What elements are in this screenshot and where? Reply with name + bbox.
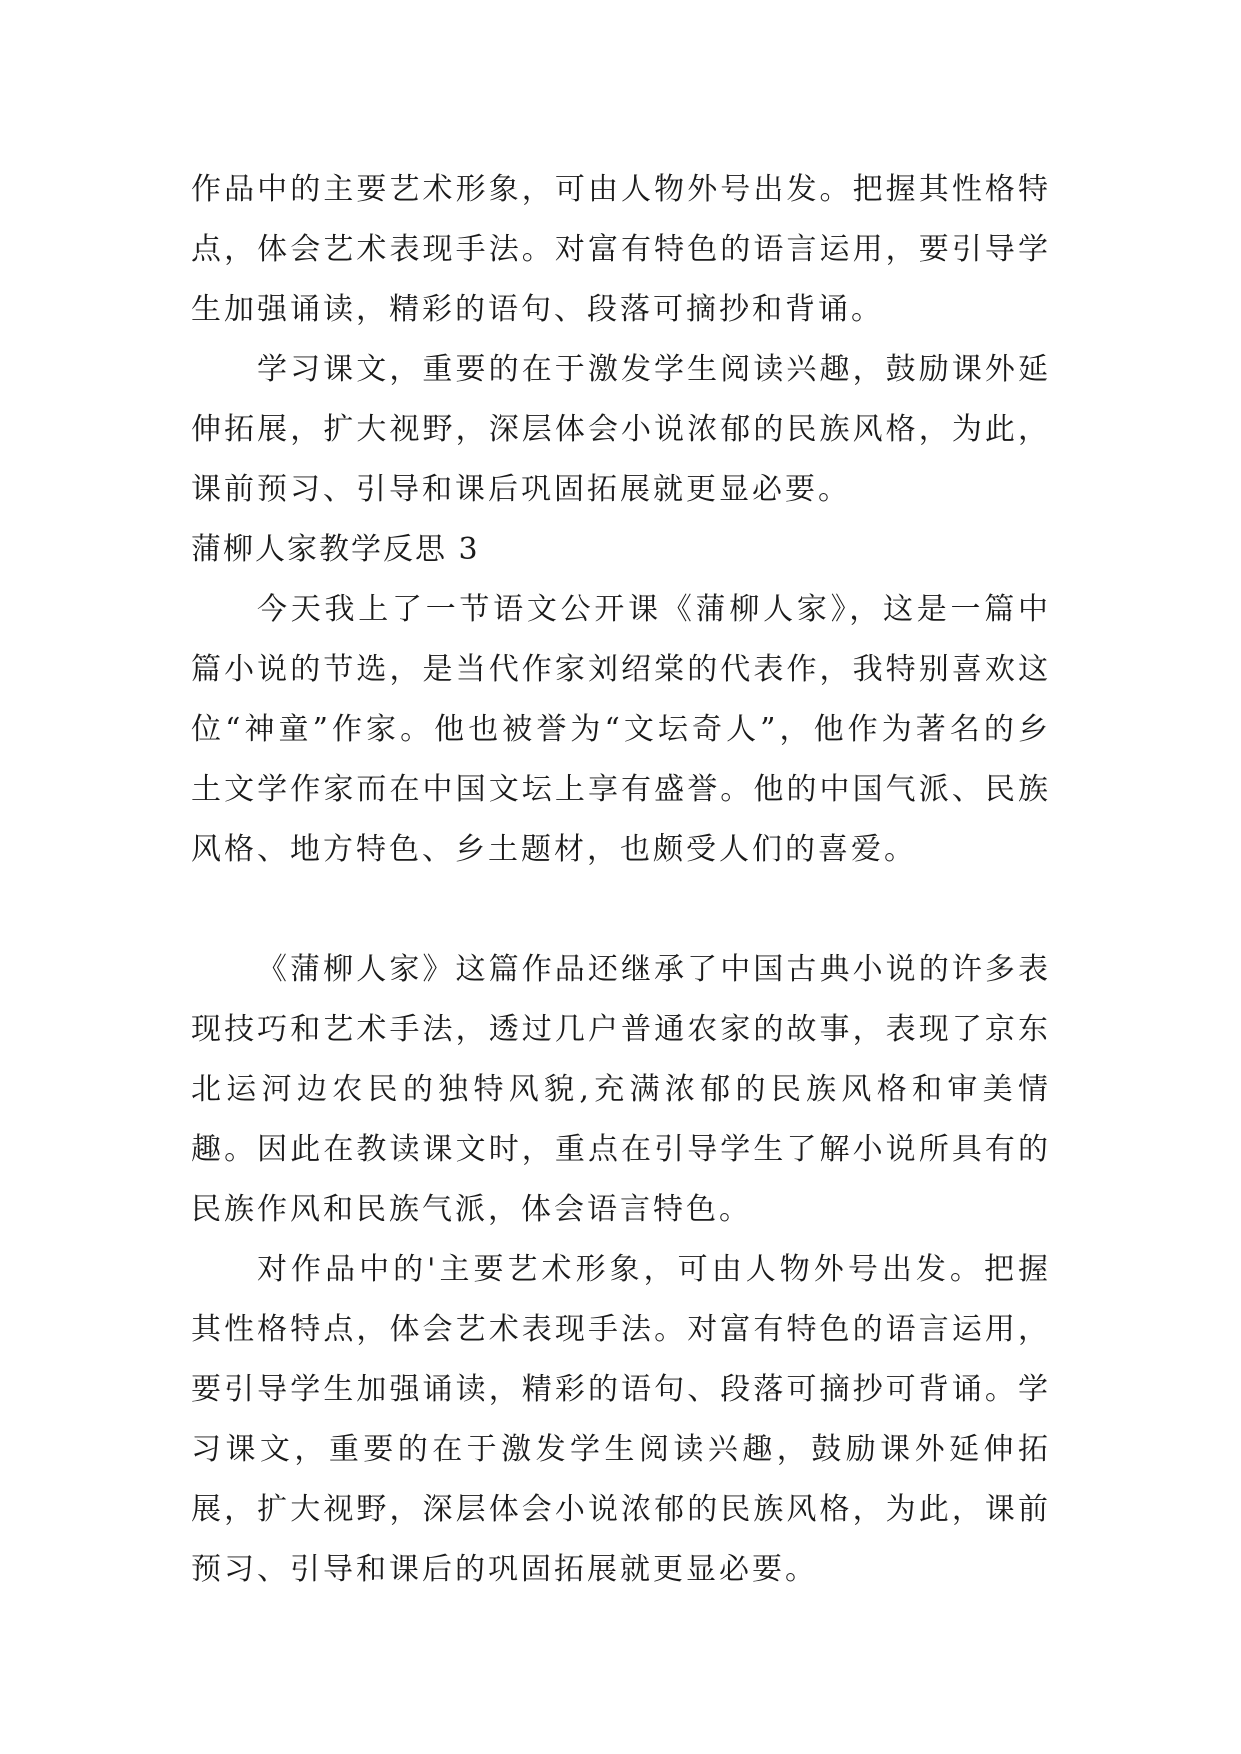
section-heading: 蒲柳人家教学反思 3 bbox=[191, 532, 480, 567]
paragraph-open-class: 今天我上了一节语文公开课《蒲柳人家》，这是一篇中篇小说的节选，是当代作家刘绍棠的代表作，我特别喜欢这位“神童”作家。他也被誉为“文坛奇人”，他作为著名的乡土文学作家而在中国文坛上享有盛誉。他的中国气派、民族风格、地方特色、乡土题材，也颇受人们的喜爱。 bbox=[191, 592, 1051, 867]
paragraph-art-image: 对作品中的'主要艺术形象，可由人物外号出发。把握其性格特点，体会艺术表现手法。对富有特色的语言运用，要引导学生加强诵读，精彩的语句、段落可摘抄可背诵。学习课文，重要的在于激发学生阅读兴趣，鼓励课外延伸拓展，扩大视野，深层体会小说浓郁的民族风格，为此，课前预习、引导和课后的巩固拓展就更显必要。 bbox=[191, 1252, 1051, 1587]
paragraph-continued: 作品中的主要艺术形象，可由人物外号出发。把握其性格特点，体会艺术表现手法。对富有特色的语言运用，要引导学生加强诵读，精彩的语句、段落可摘抄和背诵。 bbox=[191, 172, 1051, 327]
blank-line bbox=[191, 880, 1051, 940]
paragraph-classic-techniques: 《蒲柳人家》这篇作品还继承了中国古典小说的许多表现技巧和艺术手法，透过几户普通农家的故事，表现了京东北运河边农民的独特风貌,充满浓郁的民族风格和审美情趣。因此在教读课文时，重点在引导学生了解小说所具有的民族作风和民族气派，体会语言特色。 bbox=[191, 952, 1051, 1227]
document-body bbox=[191, 160, 1051, 1600]
paragraph-study-text: 学习课文，重要的在于激发学生阅读兴趣，鼓励课外延伸拓展，扩大视野，深层体会小说浓郁的民族风格，为此，课前预习、引导和课后巩固拓展就更显必要。 bbox=[191, 352, 1051, 507]
